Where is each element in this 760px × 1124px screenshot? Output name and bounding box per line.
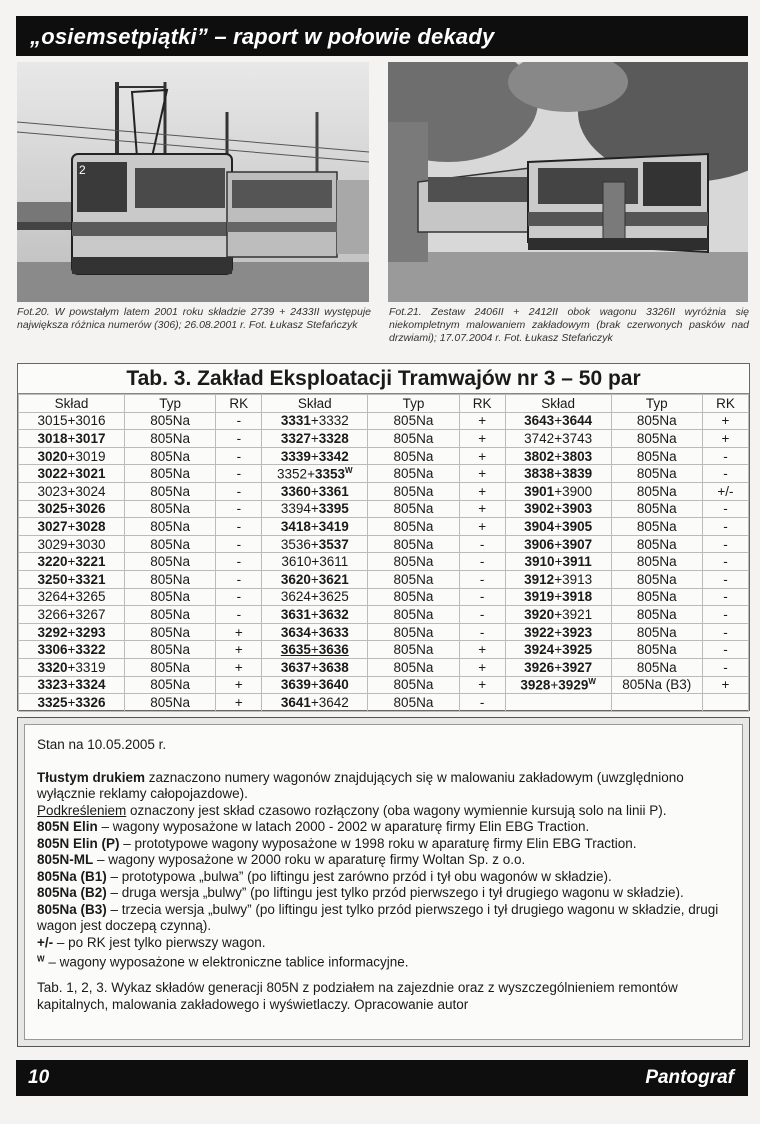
consist-cell: 3902+3903 — [505, 500, 611, 518]
legend-underline: Podkreśleniem oznaczony jest skład czasowo rozłączony (oba wagony wymiennie kursują solo na linii P). — [37, 802, 667, 818]
type-cell: 805Na — [124, 518, 215, 536]
rk-cell: + — [459, 447, 505, 465]
tram-photo-1 — [17, 62, 369, 302]
consist-cell: 3339+3342 — [262, 447, 368, 465]
rk-cell: - — [216, 500, 262, 518]
type-cell: 805Na — [124, 676, 215, 694]
type-cell: 805Na — [124, 465, 215, 483]
type-cell: 805Na — [368, 623, 459, 641]
table-row — [19, 694, 749, 712]
consist-cell: 3023+3024 — [19, 482, 125, 500]
type-cell: 805Na — [611, 588, 702, 606]
type-cell: 805Na — [124, 553, 215, 571]
table-row — [19, 570, 749, 588]
type-cell: 805Na — [611, 447, 702, 465]
rk-cell: + — [459, 412, 505, 430]
consist-cell: 3025+3026 — [19, 500, 125, 518]
consist-cell: $3928+3929^W$ — [505, 676, 611, 694]
type-cell: 805Na — [368, 570, 459, 588]
rk-cell: - — [216, 606, 262, 624]
rk-cell: - — [702, 606, 748, 624]
rk-cell: - — [702, 535, 748, 553]
type-cell: 805Na — [368, 500, 459, 518]
photo-caption-1: Fot.20. W powstałym latem 2001 roku składzie 2739 + 2433II występuje największa różnica numerów (306); 26.08.2001 r. Fot. Łukasz Stefańczyk — [17, 306, 371, 331]
consist-cell: 3015+3016 — [19, 412, 125, 430]
consist-cell: 3292+3293 — [19, 623, 125, 641]
type-cell: 805Na — [368, 430, 459, 448]
rk-cell: + — [216, 641, 262, 659]
rk-cell: +/- — [702, 482, 748, 500]
magazine-name: Pantograf — [645, 1067, 734, 1088]
type-cell: 805Na — [124, 500, 215, 518]
consist-cell: 3920+3921 — [505, 606, 611, 624]
type-cell: 805Na — [611, 465, 702, 483]
table-row — [19, 658, 749, 676]
type-cell: 805Na — [368, 606, 459, 624]
rk-cell: - — [216, 465, 262, 483]
rk-cell: - — [459, 553, 505, 571]
consist-cell: 3838+3839 — [505, 465, 611, 483]
consist-cell: 3029+3030 — [19, 535, 125, 553]
table-row — [19, 623, 749, 641]
type-cell: 805Na — [124, 606, 215, 624]
type-cell: 805Na — [124, 482, 215, 500]
rk-cell: - — [459, 535, 505, 553]
type-cell: 805Na — [611, 430, 702, 448]
type-cell: 805Na — [124, 570, 215, 588]
type-cell: 805Na — [368, 694, 459, 712]
type-cell: 805Na — [611, 500, 702, 518]
rk-cell: + — [459, 482, 505, 500]
consist-cell: 3022+3021 — [19, 465, 125, 483]
legend-b2: 805Na (B2) – druga wersja „bulwy” (po liftingu jest tylko przód pierwszego i tył drugiego wagonu w składzie). — [37, 885, 684, 900]
column-header: Skład — [505, 395, 611, 413]
legend-b1: 805Na (B1) – prototypowa „bulwa” (po liftingu jest zarówno przód i tył obu wagonów w składzie). — [37, 868, 612, 884]
consist-cell: 3027+3028 — [19, 518, 125, 536]
consist-cell: 3634+3633 — [262, 623, 368, 641]
table-row — [19, 676, 749, 694]
rk-cell: - — [702, 447, 748, 465]
table-row — [19, 447, 749, 465]
tram-photo-2 — [388, 62, 748, 302]
type-cell: 805Na — [124, 535, 215, 553]
legend-bold: Tłustym drukiem zaznaczono numery wagonów znajdujących się w malowaniu zakładowym (uwzględniono wyłącznie reklamy całopojazdowe). — [37, 769, 684, 801]
consist-cell: 3926+3927 — [505, 658, 611, 676]
table-row — [19, 482, 749, 500]
consist-cell: 3624+3625 — [262, 588, 368, 606]
type-cell — [611, 694, 702, 712]
rk-cell: - — [459, 588, 505, 606]
type-cell: 805Na — [611, 518, 702, 536]
consist-cell: 3910+3911 — [505, 553, 611, 571]
type-cell: 805Na — [368, 553, 459, 571]
legend-box — [17, 717, 750, 1047]
type-cell: 805Na — [124, 447, 215, 465]
rk-cell: - — [702, 588, 748, 606]
rk-cell: - — [459, 694, 505, 712]
rk-cell: + — [702, 430, 748, 448]
rk-cell: + — [459, 641, 505, 659]
consist-cell: 3418+3419 — [262, 518, 368, 536]
consist-cell: 3637+3638 — [262, 658, 368, 676]
rk-cell: - — [216, 553, 262, 571]
rk-cell: - — [702, 518, 748, 536]
type-cell: 805Na — [368, 535, 459, 553]
table-row — [19, 535, 749, 553]
consist-cell: 3266+3267 — [19, 606, 125, 624]
consist-cell: 3250+3321 — [19, 570, 125, 588]
table-row — [19, 465, 749, 483]
type-cell: 805Na — [368, 482, 459, 500]
type-cell: 805Na — [611, 412, 702, 430]
legend-w: $^W$ – wagony wyposażone w elektroniczne tablice informacyjne. — [37, 954, 409, 970]
rk-cell: + — [459, 465, 505, 483]
article-title: „osiemsetpiątki” – raport w połowie dekady — [30, 24, 495, 49]
legend-elin: 805N Elin – wagony wyposażone w latach 2000 - 2002 w aparaturę firmy Elin EBG Traction. — [37, 819, 590, 834]
rk-cell: + — [459, 658, 505, 676]
rk-cell: - — [702, 465, 748, 483]
rk-cell: + — [216, 623, 262, 641]
type-cell: 805Na — [368, 658, 459, 676]
depot-table — [17, 363, 750, 711]
consist-cell: 3643+3644 — [505, 412, 611, 430]
table-source-note: Tab. 1, 2, 3. Wykaz składów generacji 805N z podziałem na zajezdnie oraz z wyszczególnieniem remontów kapitalnych, malowania zakładowego i wyświetlaczy. Opracowanie autor — [37, 980, 678, 1012]
svg-text:2: 2 — [79, 163, 86, 177]
column-header: Typ — [611, 395, 702, 413]
type-cell: 805Na — [368, 518, 459, 536]
table-row — [19, 500, 749, 518]
type-cell: 805Na — [124, 430, 215, 448]
type-cell: 805Na — [368, 465, 459, 483]
consist-cell: 3901+3900 — [505, 482, 611, 500]
table-row — [19, 606, 749, 624]
rk-cell: - — [702, 500, 748, 518]
rk-cell: - — [216, 535, 262, 553]
column-header: RK — [702, 395, 748, 413]
type-cell: 805Na (B3) — [611, 676, 702, 694]
type-cell: 805Na — [611, 658, 702, 676]
consist-cell: 3264+3265 — [19, 588, 125, 606]
type-cell: 805Na — [611, 570, 702, 588]
type-cell: 805Na — [124, 694, 215, 712]
photo-caption-2: Fot.21. Zestaw 2406II + 2412II obok wagonu 3326II wyróżnia się niekompletnym malowaniem zakładowym (brak czerwonych pasków nad drzwiami); 17.07.2004 r. Fot. Łukasz Stefańczyk — [389, 306, 749, 344]
type-cell: 805Na — [368, 676, 459, 694]
table-title: Tab. 3. Zakład Eksploatacji Tramwajów nr 3 – 50 par — [18, 364, 749, 394]
consist-cell: 3306+3322 — [19, 641, 125, 659]
consist-cell: 3919+3918 — [505, 588, 611, 606]
column-header: Skład — [262, 395, 368, 413]
type-cell: 805Na — [124, 641, 215, 659]
rk-cell: - — [459, 623, 505, 641]
consist-table — [18, 394, 749, 712]
table-row — [19, 412, 749, 430]
consist-cell: 3924+3925 — [505, 641, 611, 659]
consist-cell: 3325+3326 — [19, 694, 125, 712]
legend-plus-minus: +/- – po RK jest tylko pierwszy wagon. — [37, 934, 266, 950]
column-header: RK — [216, 395, 262, 413]
consist-cell: 3620+3621 — [262, 570, 368, 588]
type-cell: 805Na — [611, 623, 702, 641]
rk-cell: - — [216, 570, 262, 588]
column-header: Typ — [368, 395, 459, 413]
legend-ml: 805N-ML – wagony wyposażone w 2000 roku w aparaturę firmy Woltan Sp. z o.o. — [37, 852, 526, 867]
column-header: Typ — [124, 395, 215, 413]
type-cell: 805Na — [611, 641, 702, 659]
consist-cell — [505, 694, 611, 712]
consist-cell: 3320+3319 — [19, 658, 125, 676]
rk-cell: + — [459, 430, 505, 448]
table-row — [19, 518, 749, 536]
consist-cell: 3331+3332 — [262, 412, 368, 430]
rk-cell: + — [216, 694, 262, 712]
rk-cell: + — [216, 658, 262, 676]
type-cell: 805Na — [124, 658, 215, 676]
consist-cell: 3742+3743 — [505, 430, 611, 448]
consist-cell: $3352+3353^W$ — [262, 465, 368, 483]
consist-cell: 3018+3017 — [19, 430, 125, 448]
column-header: Skład — [19, 395, 125, 413]
rk-cell: - — [702, 623, 748, 641]
consist-cell: 3220+3221 — [19, 553, 125, 571]
type-cell: 805Na — [124, 623, 215, 641]
legend-content — [24, 724, 743, 1040]
rk-cell: - — [216, 518, 262, 536]
legend-b3: 805Na (B3) – trzecia wersja „bulwy” (po liftingu jest tylko przód pierwszego i tył drugiego wagonu w składzie, drugi wagon jest doczepą czynną). — [37, 901, 719, 933]
consist-cell: 3327+3328 — [262, 430, 368, 448]
rk-cell: + — [702, 676, 748, 694]
rk-cell: + — [459, 518, 505, 536]
consist-cell: 3635+3636 — [262, 641, 368, 659]
rk-cell: - — [459, 606, 505, 624]
type-cell: 805Na — [368, 447, 459, 465]
consist-cell: 3323+3324 — [19, 676, 125, 694]
type-cell: 805Na — [368, 588, 459, 606]
type-cell: 805Na — [611, 482, 702, 500]
legend-elin-p: 805N Elin (P) – prototypowe wagony wyposażone w 1998 roku w aparaturę firmy Elin EBG Traction. — [37, 835, 637, 851]
table-row — [19, 641, 749, 659]
rk-cell: - — [702, 658, 748, 676]
table-row — [19, 553, 749, 571]
rk-cell: + — [459, 676, 505, 694]
rk-cell: - — [216, 447, 262, 465]
type-cell: 805Na — [368, 641, 459, 659]
rk-cell — [702, 694, 748, 712]
type-cell: 805Na — [124, 588, 215, 606]
rk-cell: - — [216, 430, 262, 448]
rk-cell: - — [459, 570, 505, 588]
type-cell: 805Na — [124, 412, 215, 430]
consist-cell: 3536+3537 — [262, 535, 368, 553]
rk-cell: - — [216, 588, 262, 606]
consist-cell: 3610+3611 — [262, 553, 368, 571]
rk-cell: - — [702, 570, 748, 588]
table-header-row — [19, 395, 749, 413]
column-header: RK — [459, 395, 505, 413]
status-date: Stan na 10.05.2005 r. — [37, 737, 167, 752]
rk-cell: - — [702, 641, 748, 659]
rk-cell: - — [216, 482, 262, 500]
consist-cell: 3641+3642 — [262, 694, 368, 712]
table-row — [19, 588, 749, 606]
consist-cell: 3020+3019 — [19, 447, 125, 465]
consist-cell: 3639+3640 — [262, 676, 368, 694]
consist-cell: 3922+3923 — [505, 623, 611, 641]
rk-cell: + — [702, 412, 748, 430]
consist-cell: 3906+3907 — [505, 535, 611, 553]
type-cell: 805Na — [611, 553, 702, 571]
type-cell: 805Na — [368, 412, 459, 430]
consist-cell: 3394+3395 — [262, 500, 368, 518]
rk-cell: - — [216, 412, 262, 430]
consist-cell: 3904+3905 — [505, 518, 611, 536]
article-header — [16, 16, 748, 56]
page-number: 10 — [28, 1067, 50, 1088]
rk-cell: + — [459, 500, 505, 518]
page-footer — [16, 1060, 748, 1096]
consist-cell: 3631+3632 — [262, 606, 368, 624]
table-row — [19, 430, 749, 448]
consist-cell: 3360+3361 — [262, 482, 368, 500]
consist-cell: 3802+3803 — [505, 447, 611, 465]
rk-cell: + — [216, 676, 262, 694]
rk-cell: - — [702, 553, 748, 571]
consist-cell: 3912+3913 — [505, 570, 611, 588]
type-cell: 805Na — [611, 606, 702, 624]
type-cell: 805Na — [611, 535, 702, 553]
